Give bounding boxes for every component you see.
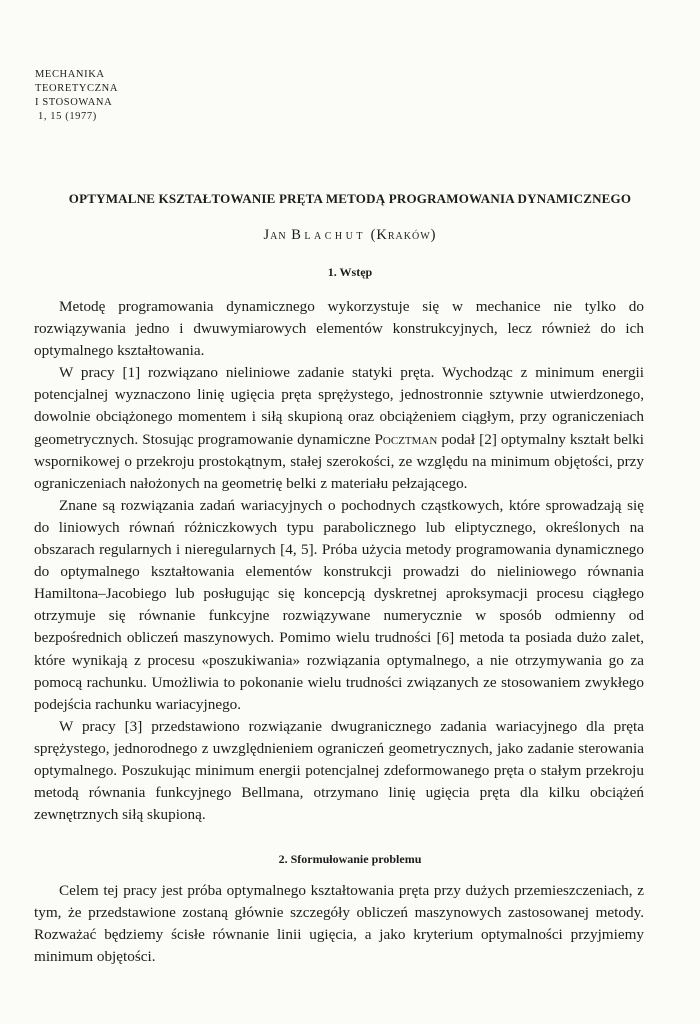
paragraph-text: podał [2] optymalny kształt belki wspornikowej o przekroju prostokątnym, stałej szerokości, ze względu na minimum objętości, przy ograniczeniach nałożonych na geometrię belki z materiału pełzającego.	[34, 430, 644, 492]
journal-line: MECHANIKA	[35, 69, 105, 80]
journal-issue: 1, 15 (1977)	[38, 111, 97, 122]
paragraph: Celem tej pracy jest próba optymalnego kształtowania pręta przy dużych przemieszczeniach, z tym, że przedstawione zostaną głównie szczegóły obliczeń maszynowych zastosowanej metody. Rozważać będziemy ścisłe równanie linii ugięcia, a jako kryterium optymalności przyjmiemy minimum objętości.	[34, 882, 644, 966]
journal-header	[35, 68, 118, 124]
article-title: OPTYMALNE KSZTAŁTOWANIE PRĘTA METODĄ PROGRAMOWANIA DYNAMICZNEGO	[68, 191, 632, 206]
paragraph: Znane są rozwiązania zadań wariacyjnych o pochodnych cząstkowych, które sprowadzają się do liniowych równań różniczkowych typu parabolicznego lub eliptycznego, określonych na obszarach regularnych i nieregularnych [4, 5]. Próba użycia metody programowania dynamicznego do optymalnego kształtowania elementów konstrukcji prowadzi do nieliniowego równania Hamiltona–Jacobiego lub posługując się koncepcją dyskretnej aproksymacji procesu ciągłego otrzymuje się równanie funkcyjne rozwiązywane numerycznie w sposób odmienny od bezpośrednich obliczeń maszynowych. Pomimo wielu trudności [6] metoda ta posiada dużo zalet, które wynikają z procesu «poszukiwania» rozwiązania optymalnego, a nie otrzymywania go za pomocą rachunku. Umożliwia to pokonanie wielu trudności związanych ze stosowaniem zwykłego podejścia rachunku wariacyjnego.	[34, 496, 644, 713]
section-body	[34, 880, 644, 968]
section-heading: 2. Sformułowanie problemu	[278, 852, 422, 866]
paragraph-text: W pracy [1] rozwiązano nieliniowe zadanie statyki pręta. Wychodząc z minimum energii potencjalnej wyznaczono linię ugięcia pręta sprężystego, jednostronnie sztywnie utwierdzonego, dowolnie obciążonego momentem i siłą skupioną oraz obciążeniem ciągłym, przy ograniczeniach geometrycznych. Stosując programowanie dynamiczne	[34, 364, 644, 448]
section-body	[34, 296, 644, 826]
author-first-name: Jan	[263, 227, 287, 243]
paragraph: W pracy [3] przedstawiono rozwiązanie dwugranicznego zadania wariacyjnego dla pręta sprężystego, jednorodnego z uwzględnieniem ograniczeń geometrycznych, jako zadanie sterowania optymalnego. Poszukując minimum energii potencjalnej zdeformowanego pręta o stałym przekroju metodą równania funkcyjnego Bellmana, otrzymano linię ugięcia pręta dla kilku obciążeń zewnętrznych siłą skupioną.	[34, 717, 644, 824]
author-last-name: Blachut	[291, 227, 366, 243]
author-name: Pocztman	[374, 430, 438, 448]
journal-line: I STOSOWANA	[35, 97, 113, 108]
author-line	[0, 227, 700, 244]
paragraph: Metodę programowania dynamicznego wykorzystuje się w mechanice nie tylko do rozwiązywania jedno i dwuwymiarowych elementów konstrukcyjnych, lecz również do ich optymalnego kształtowania.	[34, 298, 644, 360]
paragraph	[34, 362, 644, 495]
author-city: (Kraków)	[370, 227, 437, 243]
journal-line: TEORETYCZNA	[35, 83, 119, 94]
section-heading: 1. Wstęp	[327, 265, 373, 279]
